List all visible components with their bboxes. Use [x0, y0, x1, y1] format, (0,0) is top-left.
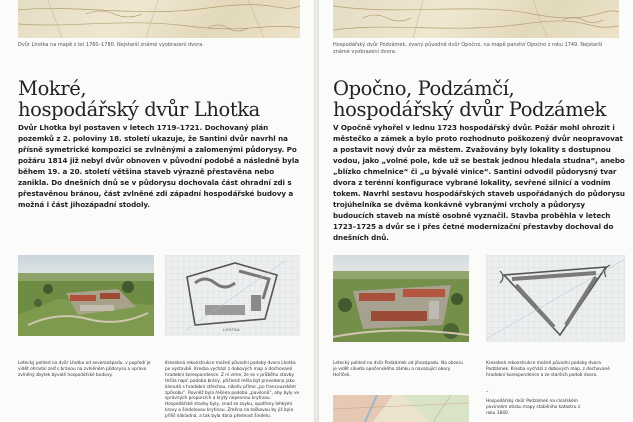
aerial-photo-lhotka: [18, 255, 154, 336]
plan-label: LHOTKA: [223, 328, 241, 332]
title-line-1: Mokré,: [18, 77, 87, 100]
body-text: Dvůr Lhotka byl postaven v letech 1719–1721. Dochovaný plán pozemků z 2. poloviny 18. století ukazuje, že Santini dvůr navrhl na přísně symetrické kompozici se zvlněnými a zalomenými půdorysy. Po požáru 1814 již nebyl dvůr obnoven v původní podobě a následně byla během 19. a 20. století většina staveb výrazně přestavěna nebo zanikla. Do dnešních dnů se v půdorysu dochovala část ohradní zdi s přestavěnou bránou, část zvlněné zdi západní hospodářské budovy a možná i část jihozápadní stodoly.: [18, 123, 299, 209]
body-text: V Opočně vyhořel v lednu 1723 hospodářský dvůr. Požár mohl ohrozit i městečko a zámek a bylo proto rozhodnuto poškozený dvůr neopravovat a postavit nový dvůr za městem. Zvažovány byly lokality s dostupnou vodou, jako „volné pole, kde už se bestak jednou hledala studna“, anebo „blízko chmelnice“ či „u bývalé vinice“. Santini odvodil půdorysný tvar dvora z terénní konfigurace vybrané lokality, sevřené silnicí a vodním tokem. Navrhl sestavu hospodářských staveb uspořádaných do půdorysu trojúhelníka se dvěma konkávně vybranými vrcholy a půdorysy budoucích staveb na místě osobně vyznačil. Stavba proběhla v letech 1723–1725 a dvůr se i přes četné modernizační přestavby dochoval do dnešních dnů.: [333, 123, 625, 242]
aerial-photo-podzamek: [333, 255, 469, 342]
cadastral-map-caption: Hospodářský dvůr Podzámek na císařském povinném otisku mapy stabilního katastru z roku 1840.: [486, 399, 581, 416]
cadastral-map-podzamek: [333, 395, 469, 422]
left-page: [0, 0, 314, 422]
right-page: [319, 0, 633, 422]
photo-caption: Letecký pohled na dvůr Lhotka od severozápadu, v popředí je vidět ohradní zeď s bránou na zvlněném půdorysu a vpravo zvlněný zbytek bývalé hospodářské budovy.: [18, 361, 151, 378]
plan-caption: Kresebná rekonstrukce možné původní podoby dvora Podzámek. Kresba vychází z dobových map, z dochované hradební korespondence a ze starších podob dvora.: [486, 361, 610, 378]
historic-map-lhotka: [18, 0, 300, 38]
page-title: [18, 78, 308, 120]
top-image-caption: Hospodářský dvůr Podzámek, zvaný původně dvůr Opočno, na mapě panství Opočno z roku 1749. Nejstarší známé vyobrazení dvora.: [333, 42, 603, 55]
photo-caption: Letecký pohled na dvůr Podzámek od jihozápadu. Na obzoru je vidět silueta opočenského zámku a navazující obory Hořiček.: [333, 361, 463, 378]
plan-drawing-lhotka: [165, 255, 300, 336]
page-title: [333, 78, 629, 120]
title-line-1: Opočno, Podzámčí,: [333, 77, 515, 100]
title-line-2: hospodářský dvůr Lhotka: [18, 98, 260, 121]
dash-marker: –: [486, 389, 489, 395]
plan-drawing-podzamek: [486, 255, 625, 342]
historic-map-podzamek: [333, 0, 619, 38]
plan-caption: Kresebná rekonstrukce možné původní podoby dvora Lhotka po výstavbě. Kresba vychází z dobových map a dochované hradební korespondence. Z ní víme, že se v průběhu stavby řešila např. podoba brány, přičemž měla být provedena jako klenutá s hradební střechou, nikoliv přímo „po francouzském způsobu“. Rovněž byla řešena podoba „pavilonů“, aby byly ve správných proporcích a krytý nepevnou krytinou. Hospodářské stavby byly, snad ze zvyku, opatřeny lehkými krovy a šindelovou krytinou. Změna na taškovou by již byla příliš nákladná, a tak byla dána přednost šindelu.: [165, 361, 300, 420]
title-line-2: hospodářský dvůr Podzámek: [333, 98, 606, 121]
top-image-caption: Dvůr Lhotka na mapě z let 1760–1780. Nejstarší známé vyobrazení dvora.: [18, 42, 204, 48]
